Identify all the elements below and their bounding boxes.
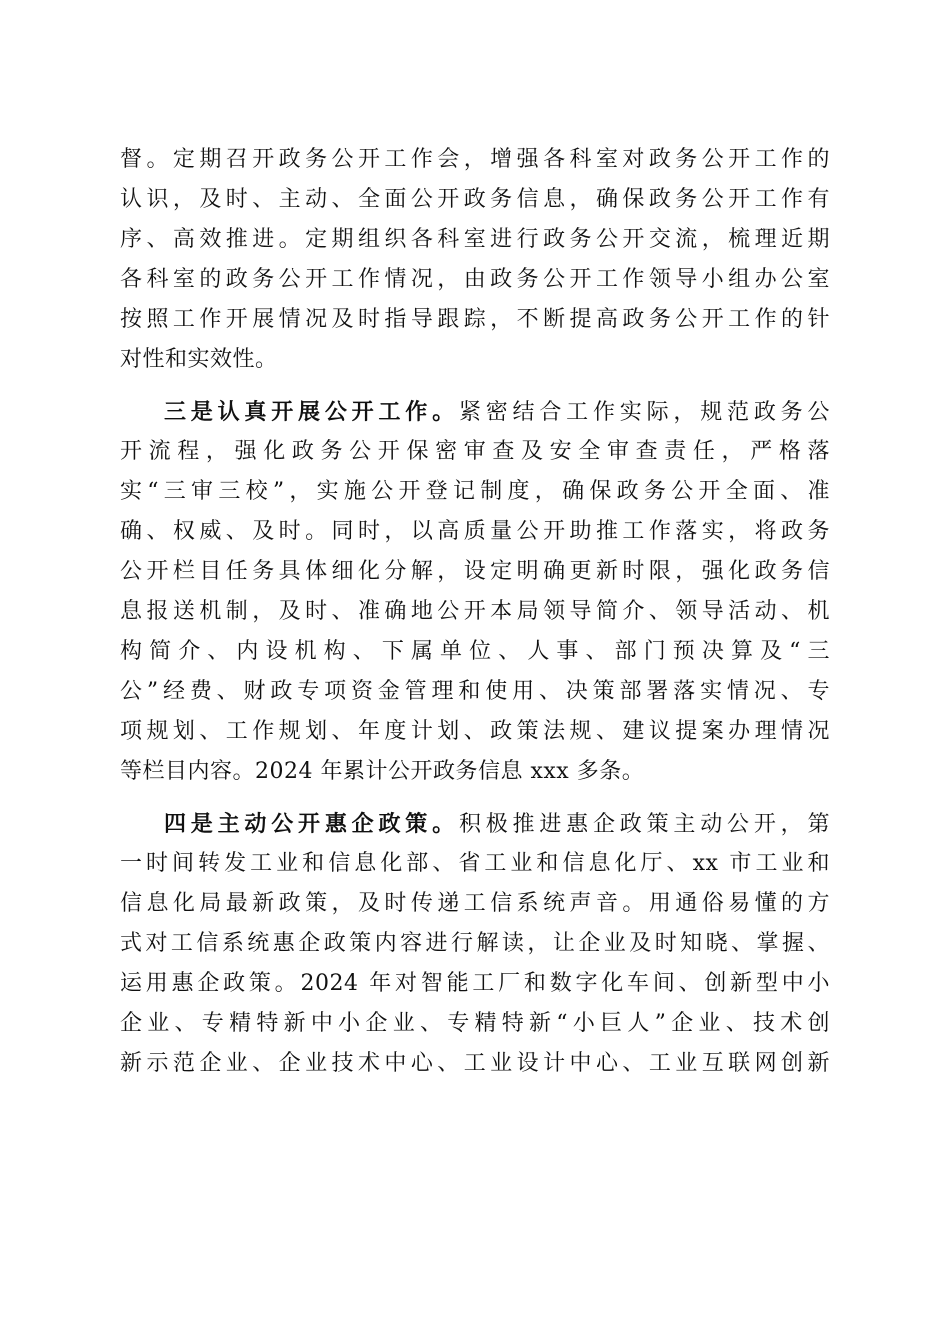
- text-line: [120, 804, 830, 844]
- text-line: 开流程，强化政务公开保密审查及安全审查责任，严格落: [120, 439, 830, 464]
- text-line: 公”经费、财政专项资金管理和使用、决策部署落实情况、专: [120, 679, 830, 704]
- text-line: 实“三审三校”，实施公开登记制度，确保政务公开全面、准: [120, 479, 830, 504]
- text-line: 息报送机制，及时、准确地公开本局领导简介、领导活动、机: [120, 599, 830, 624]
- text-line: 按照工作开展情况及时指导跟踪，不断提高政务公开工作的针: [120, 307, 830, 332]
- text-line: 一时间转发工业和信息化部、省工业和信息化厅、xx 市工业和: [120, 851, 830, 876]
- text-line: 新示范企业、企业技术中心、工业设计中心、工业互联网创新: [120, 1051, 830, 1076]
- text-line: 对性和实效性。: [120, 347, 278, 372]
- text-line: 等栏目内容。2024 年累计公开政务信息 xxx 多条。: [120, 759, 645, 784]
- text-line: 公开栏目任务具体细化分解，设定明确更新时限，强化政务信: [120, 559, 830, 584]
- paragraph-text: 积极推进惠企政策主动公开，第: [458, 812, 830, 837]
- text-line: 确、权威、及时。同时，以高质量公开助推工作落实，将政务: [120, 519, 830, 544]
- paragraph-1: [120, 140, 830, 380]
- text-line: 各科室的政务公开工作情况，由政务公开工作领导小组办公室: [120, 267, 830, 292]
- text-line: 构简介、内设机构、下属单位、人事、部门预决算及“三: [120, 639, 830, 664]
- text-line: 督。定期召开政务公开工作会，增强各科室对政务公开工作的: [120, 147, 830, 172]
- document-body: [120, 140, 830, 1084]
- text-line: 认识，及时、主动、全面公开政务信息，确保政务公开工作有: [120, 187, 830, 212]
- paragraph-heading: 三是认真开展公开工作。: [164, 399, 459, 425]
- text-line: 项规划、工作规划、年度计划、政策法规、建议提案办理情况: [120, 719, 830, 744]
- text-line: 序、高效推进。定期组织各科室进行政务公开交流，梳理近期: [120, 227, 830, 252]
- text-line: 企业、专精特新中小企业、专精特新“小巨人”企业、技术创: [120, 1011, 830, 1036]
- text-line: [120, 392, 830, 432]
- paragraph-3: [120, 804, 830, 1084]
- text-line: 运用惠企政策。2024 年对智能工厂和数字化车间、创新型中小: [120, 971, 830, 996]
- paragraph-heading: 四是主动公开惠企政策。: [164, 811, 459, 837]
- paragraph-2: [120, 392, 830, 792]
- paragraph-text: 紧密结合工作实际，规范政务公: [458, 400, 830, 425]
- text-line: 式对工信系统惠企政策内容进行解读，让企业及时知晓、掌握、: [120, 931, 830, 956]
- text-line: 信息化局最新政策，及时传递工信系统声音。用通俗易懂的方: [120, 891, 830, 916]
